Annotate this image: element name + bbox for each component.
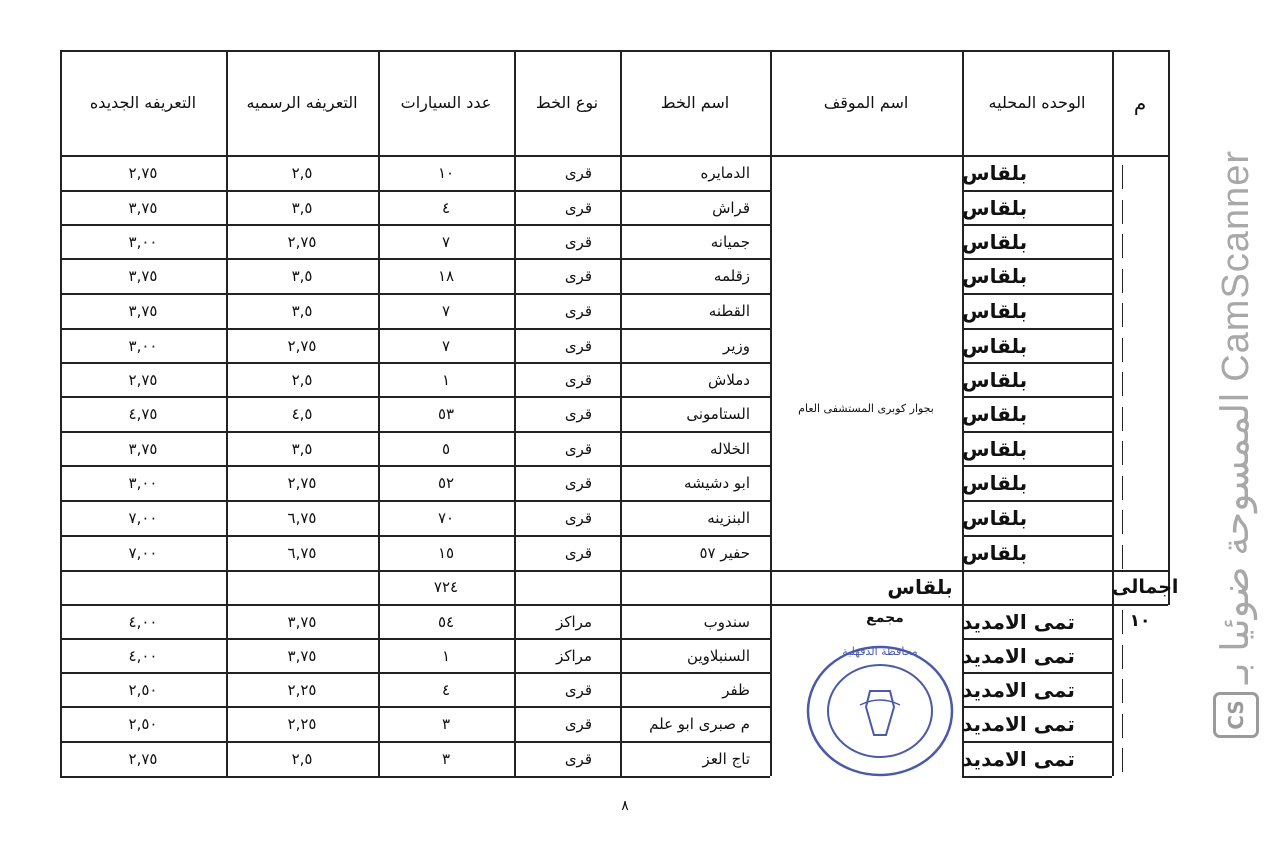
official-fare-cell: ٢,٧٥ (287, 473, 317, 492)
line-type-cell: قرى (564, 543, 592, 562)
line-name-cell: وزير (723, 336, 750, 355)
header-line-name: اسم الخط (660, 93, 730, 112)
camscanner-watermark (1205, 150, 1267, 840)
official-fare-cell: ٣,٥ (291, 266, 313, 285)
car-count-cell: ١ (441, 370, 451, 389)
car-count-cell: ٣ (441, 714, 451, 733)
car-count-cell: ١٥ (437, 543, 455, 562)
local-unit-cell: بلقاس (962, 436, 1028, 461)
line-type-cell: قرى (564, 749, 592, 768)
car-count-cell: ٧ (441, 301, 451, 320)
car-count-cell: ٥٢ (437, 473, 455, 492)
car-count-cell: ١٠ (437, 163, 455, 182)
header-official-fare: التعريفه الرسميه (246, 93, 358, 112)
line-name-cell: دملاش (708, 370, 750, 389)
official-fare-cell: ٣,٧٥ (287, 612, 317, 631)
line-name-cell: تاج العز (702, 749, 750, 768)
new-fare-cell: ٢,٧٥ (128, 749, 158, 768)
line-type-cell: مراكز (556, 646, 592, 665)
new-fare-cell: ٣,٠٠ (128, 473, 158, 492)
line-type-cell: قرى (564, 266, 592, 285)
line-name-cell: قراش (712, 198, 750, 217)
line-type-cell: مراكز (556, 612, 592, 631)
line-name-cell: ابو دشيشه (683, 473, 750, 492)
local-unit-cell: تمى الامديد (962, 746, 1075, 771)
car-count-cell: ٥ (441, 439, 451, 458)
header-new-fare: التعريفه الجديده (89, 93, 197, 112)
local-unit-cell: تمى الامديد (962, 609, 1075, 634)
local-unit-cell: بلقاس (962, 160, 1028, 185)
page-number: ٨ (621, 798, 629, 814)
official-fare-cell: ٢,٥ (291, 370, 313, 389)
line-type-cell: قرى (564, 336, 592, 355)
stop-name-block1: بجوار كوبرى المستشفى العام (798, 401, 934, 415)
local-unit-cell: بلقاس (962, 505, 1028, 530)
line-name-cell: القطنه (708, 301, 750, 320)
official-fare-cell: ٣,٧٥ (287, 646, 317, 665)
official-fare-cell: ٣,٥ (291, 198, 313, 217)
new-fare-cell: ٤,٠٠ (128, 646, 158, 665)
local-unit-cell: بلقاس (962, 263, 1028, 288)
local-unit-cell: تمى الامديد (962, 711, 1075, 736)
local-unit-cell: بلقاس (962, 540, 1028, 565)
official-fare-cell: ٣,٥ (291, 439, 313, 458)
line-type-cell: قرى (564, 680, 592, 699)
line-name-cell: الخلاله (710, 439, 750, 458)
official-fare-cell: ٦,٧٥ (287, 543, 317, 562)
line-type-cell: قرى (564, 301, 592, 320)
line-name-cell: سندوب (703, 612, 750, 631)
watermark-text: الممسوحة ضوئيا بـ CamScanner (1215, 150, 1257, 685)
car-count-cell: ٥٤ (437, 612, 455, 631)
line-type-cell: قرى (564, 370, 592, 389)
official-fare-cell: ٤,٥ (291, 404, 313, 423)
line-name-cell: زقلمه (713, 266, 750, 285)
new-fare-cell: ٣,٠٠ (128, 232, 158, 251)
car-count-cell: ٣ (441, 749, 451, 768)
total-unit: بلقاس (887, 575, 953, 599)
official-fare-cell: ٢,٥ (291, 163, 313, 182)
header-local-unit: الوحده المحليه (988, 93, 1086, 112)
local-unit-cell: بلقاس (962, 401, 1028, 426)
local-unit-cell: تمى الامديد (962, 643, 1075, 668)
new-fare-cell: ٣,٧٥ (128, 301, 158, 320)
new-fare-cell: ٣,٧٥ (128, 266, 158, 285)
car-count-cell: ٥٣ (437, 404, 455, 423)
new-fare-cell: ٢,٥٠ (128, 680, 158, 699)
new-fare-cell: ٤,٠٠ (128, 612, 158, 631)
local-unit-cell: بلقاس (962, 229, 1028, 254)
line-name-cell: م صبرى ابو علم (649, 714, 750, 733)
line-type-cell: قرى (564, 404, 592, 423)
new-fare-cell: ٣,٧٥ (128, 198, 158, 217)
line-name-cell: الستامونى (686, 404, 750, 423)
official-fare-cell: ٢,٢٥ (287, 680, 317, 699)
header-index: م (1133, 90, 1147, 115)
official-fare-cell: ٢,٢٥ (287, 714, 317, 733)
line-type-cell: قرى (564, 163, 592, 182)
stamp-text: محافظة الدقهلية (842, 645, 918, 658)
local-unit-cell: تمى الامديد (962, 677, 1075, 702)
car-count-cell: ٧ (441, 336, 451, 355)
header-stop-name: اسم الموقف (823, 93, 909, 112)
new-fare-cell: ٤,٧٥ (128, 404, 158, 423)
line-name-cell: جميانه (710, 232, 750, 251)
new-fare-cell: ٧,٠٠ (128, 543, 158, 562)
car-count-cell: ١ (441, 646, 451, 665)
new-fare-cell: ٢,٧٥ (128, 163, 158, 182)
car-count-cell: ٧ (441, 232, 451, 251)
line-name-cell: الدمايره (700, 163, 750, 182)
header-car-count: عدد السيارات (400, 93, 492, 112)
official-fare-cell: ٢,٧٥ (287, 232, 317, 251)
total-label: اجمالى (1112, 576, 1179, 598)
official-stamp (800, 635, 960, 785)
local-unit-cell: بلقاس (962, 367, 1028, 392)
new-fare-cell: ٣,٠٠ (128, 336, 158, 355)
line-name-cell: ظفر (722, 680, 750, 699)
local-unit-cell: بلقاس (962, 298, 1028, 323)
car-count-cell: ١٨ (437, 266, 455, 285)
header-line-type: نوع الخط (535, 93, 599, 112)
line-type-cell: قرى (564, 198, 592, 217)
line-type-cell: قرى (564, 232, 592, 251)
new-fare-cell: ٢,٥٠ (128, 714, 158, 733)
line-name-cell: البنزينه (707, 508, 750, 527)
line-type-cell: قرى (564, 714, 592, 733)
stop-name-block2: مجمع (866, 610, 904, 626)
camscanner-logo-icon: CS (1213, 692, 1259, 738)
line-type-cell: قرى (564, 473, 592, 492)
official-fare-cell: ٦,٧٥ (287, 508, 317, 527)
official-fare-cell: ٢,٥ (291, 749, 313, 768)
car-count-cell: ٤ (441, 680, 451, 699)
block2-index: ١٠ (1129, 611, 1151, 631)
official-fare-cell: ٣,٥ (291, 301, 313, 320)
new-fare-cell: ٣,٧٥ (128, 439, 158, 458)
local-unit-cell: بلقاس (962, 470, 1028, 495)
line-type-cell: قرى (564, 439, 592, 458)
local-unit-cell: بلقاس (962, 195, 1028, 220)
line-name-cell: السنبلاوين (687, 646, 750, 665)
line-type-cell: قرى (564, 508, 592, 527)
new-fare-cell: ٧,٠٠ (128, 508, 158, 527)
car-count-cell: ٤ (441, 198, 451, 217)
new-fare-cell: ٢,٧٥ (128, 370, 158, 389)
line-name-cell: حفير ٥٧ (699, 543, 750, 562)
car-count-cell: ٧٠ (437, 508, 455, 527)
official-fare-cell: ٢,٧٥ (287, 336, 317, 355)
total-car-count: ٧٢٤ (433, 578, 459, 596)
local-unit-cell: بلقاس (962, 333, 1028, 358)
